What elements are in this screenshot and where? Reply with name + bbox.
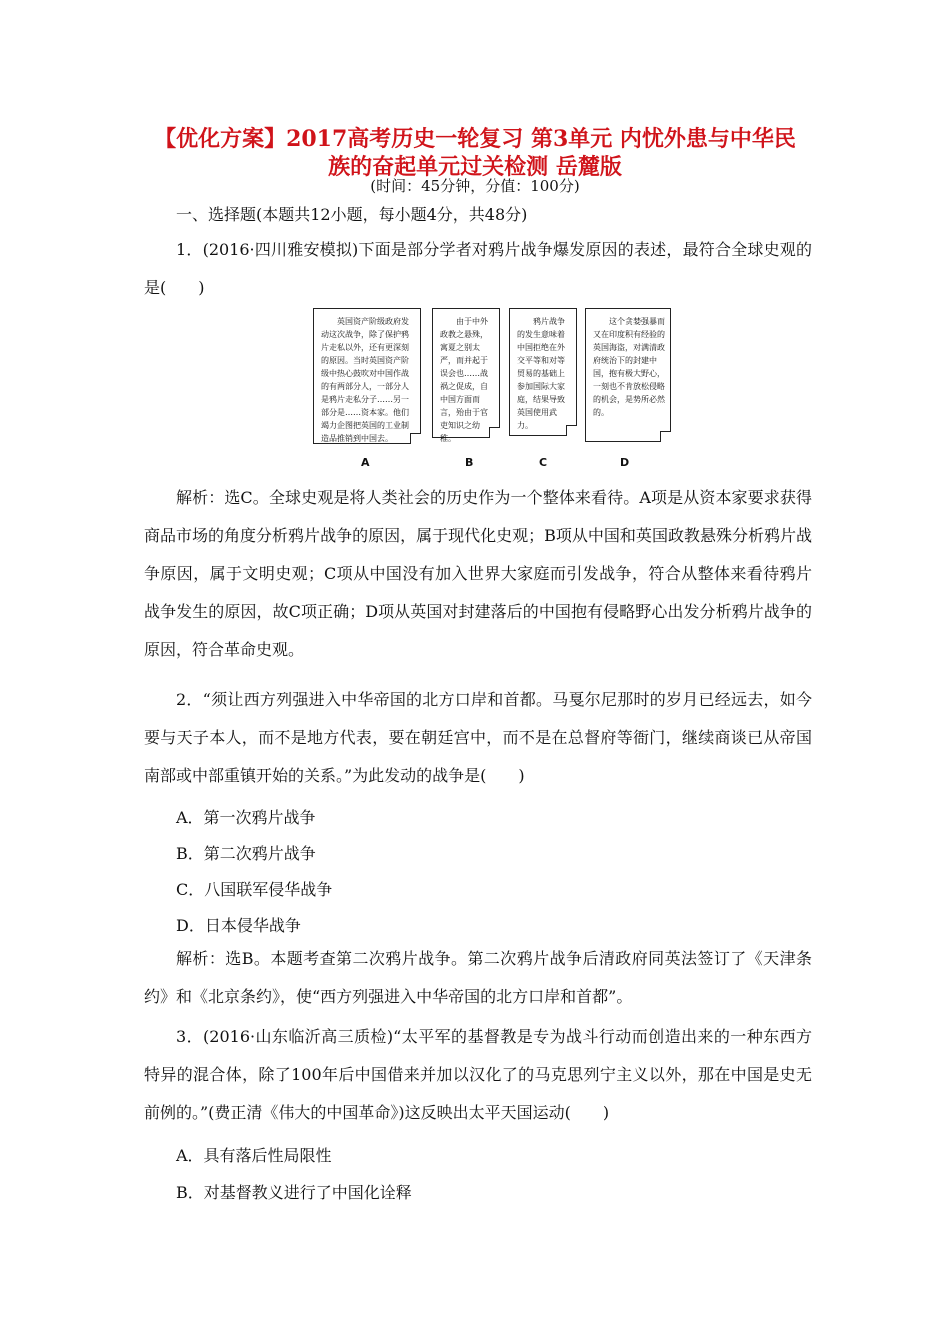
card-a-label: A <box>361 456 370 469</box>
q2-option-c: C．八国联军侵华战争 <box>176 880 333 899</box>
card-d-label: D <box>620 456 630 469</box>
q2-analysis: 解析：选B。本题考查第二次鸦片战争。第二次鸦片战争后清政府同英法签订了《天津条约》和《北京条约》，使“西方列强进入中华帝国的北方口岸和首都”。 <box>144 949 812 1006</box>
q2-option-a: A．第一次鸦片战争 <box>176 808 316 827</box>
q1-analysis: 解析：选C。全球史观是将人类社会的历史作为一个整体来看待。A项是从资本家要求获得商品市场的角度分析鸦片战争的原因，属于现代化史观；B项从中国和英国政教悬殊分析鸦片战争原因，属于文明史观；C项从中国没有加入世界大家庭而引发战争，符合从整体来看待鸦片战争发生的原因，故C项正确；D项从英国对封建落后的中国抱有侵略野心出发分析鸦片战争的原因，符合革命史观。 <box>144 488 812 659</box>
q2-option-d: D．日本侵华战争 <box>176 916 301 935</box>
document-title-line1: 【优化方案】2017高考历史一轮复习 第3单元 内忧外患与中华民 <box>154 126 796 152</box>
q3-option-a: A．具有落后性局限性 <box>176 1146 332 1165</box>
card-d <box>585 308 671 442</box>
q2-stem: 2．“须让西方列强进入中华帝国的北方口岸和首都。马戛尔尼那时的岁月已经远去，如今要与天子本人，而不是地方代表，要在朝廷宫中，而不是在总督府等衙门，继续商谈已从帝国南部或中部重镇开始的关系。”为此发动的战争是( ) <box>144 690 812 785</box>
card-b-label: B <box>465 456 474 469</box>
q3-option-b: B．对基督教义进行了中国化诠释 <box>176 1183 412 1202</box>
q1-stem: 1．(2016·四川雅安模拟)下面是部分学者对鸦片战争爆发原因的表述，最符合全球史观的是( ) <box>144 240 812 297</box>
q3-stem: 3．(2016·山东临沂高三质检)“太平军的基督教是专为战斗行动而创造出来的一种东西方特异的混合体，除了100年后中国借来并加以汉化了的马克思列宁主义以外，那在中国是史无前例的。”(费正清《伟大的中国革命》)这反映出太平天国运动( ) <box>144 1027 812 1122</box>
card-b-text: 由于中外政教之悬殊，寓夏之别太严，而并起于误会也……战祸之促成，自中国方面而言，殆由于官吏知识之幼稚。 <box>440 317 488 443</box>
card-d-text: 这个贪婪强暴而又在印度积有经验的英国海盗，对满清政府统治下的封建中国，抱有极大野心，一刻也不肯放松侵略的机会，是势所必然的。 <box>593 317 665 417</box>
q1-figure <box>313 308 673 468</box>
card-c-label: C <box>539 456 548 469</box>
card-b <box>432 308 500 443</box>
card-a <box>313 308 421 444</box>
card-c <box>509 308 577 436</box>
document-subtitle: (时间：45分钟，分值：100分) <box>370 177 580 195</box>
q2-option-b: B．第二次鸦片战争 <box>176 844 316 863</box>
document-title-line2: 族的奋起单元过关检测 岳麓版 <box>328 154 622 180</box>
card-c-text: 鸦片战争的发生意味着中国拒绝在外交平等和对等贸易的基础上参加国际大家庭，结果导致英国使用武力。 <box>517 317 565 430</box>
section-heading: 一、选择题(本题共12小题，每小题4分，共48分) <box>176 205 528 224</box>
card-a-text: 英国资产阶级政府发动这次战争，除了保护鸦片走私以外，还有更深刻的原因。当时英国资产阶级中热心鼓吹对中国作战的有两部分人，一部分人是鸦片走私分子……另一部分是……资本家。他们竭力企图把英国的工业制造品推销到中国去。 <box>321 317 409 443</box>
